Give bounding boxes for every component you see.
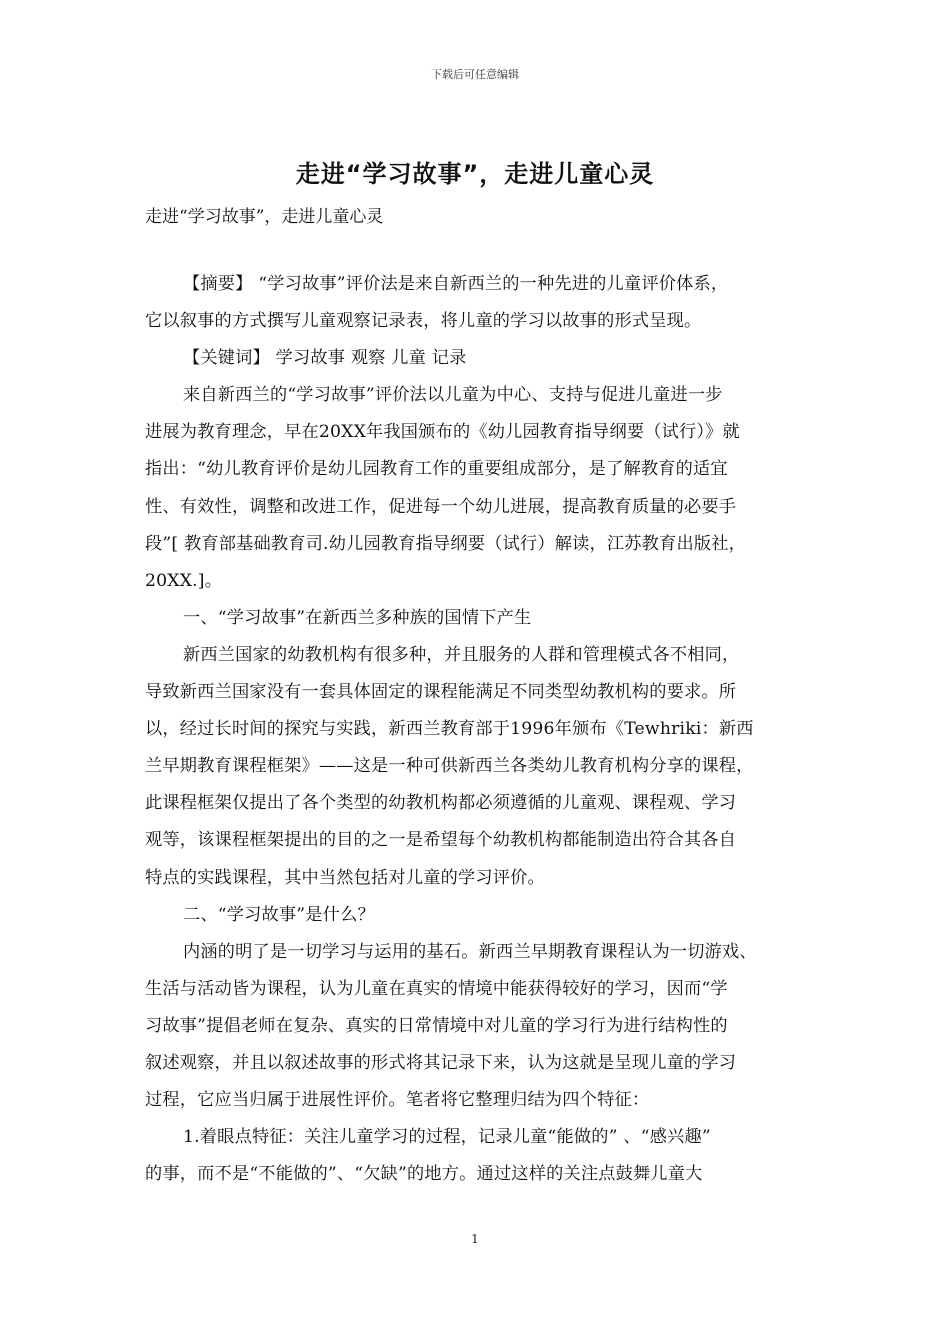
text-line: 20XX.]。 bbox=[145, 570, 223, 591]
text-line: 一、“学习故事”在新西兰多种族的国情下产生 bbox=[183, 607, 532, 628]
text-line: 内涵的明了是一切学习与运用的基石。新西兰早期教育课程认为一切游戏、 bbox=[183, 941, 757, 962]
text-line: 性、有效性，调整和改进工作，促进每一个幼儿进展，提高教育质量的必要手 bbox=[145, 496, 737, 517]
page-number: 1 bbox=[471, 1232, 479, 1246]
text-line: 过程，它应当归属于进展性评价。笔者将它整理归结为四个特征： bbox=[145, 1090, 650, 1111]
text-line: 导致新西兰国家没有一套具体固定的课程能满足不同类型幼教机构的要求。所 bbox=[145, 682, 737, 703]
text-line: 生活与活动皆为课程，认为儿童在真实的情境中能获得较好的学习，因而“学 bbox=[145, 978, 728, 999]
text-line: 兰早期教育课程框架》——这是一种可供新西兰各类幼儿教育机构分享的课程， bbox=[145, 756, 754, 777]
text-line: 【摘要】 “学习故事”评价法是来自新西兰的一种先进的儿童评价体系， bbox=[183, 274, 729, 294]
text-line: 来自新西兰的“学习故事”评价法以儿童为中心、支持与促进儿童进一步 bbox=[183, 385, 723, 406]
document-body bbox=[145, 266, 810, 1193]
text-line: 进展为教育理念，早在20XX年我国颁布的《幼儿园教育指导纲要（试行）》就 bbox=[145, 422, 740, 443]
header-note: 下载后可任意编辑 bbox=[431, 68, 519, 81]
text-line: 新西兰国家的幼教机构有很多种，并且服务的人群和管理模式各不相同， bbox=[183, 644, 740, 665]
text-line: 1.着眼点特征：关注儿童学习的过程，记录儿童“能做的” 、“感兴趣” bbox=[183, 1127, 711, 1148]
text-line: 的事，而不是“不能做的”、“欠缺”的地方。通过这样的关注点鼓舞儿童大 bbox=[145, 1164, 703, 1185]
text-line: 此课程框架仅提出了各个类型的幼教机构都必须遵循的儿童观、课程观、学习 bbox=[145, 793, 737, 814]
text-line: 它以叙事的方式撰写儿童观察记录表，将儿童的学习以故事的形式呈现。 bbox=[145, 311, 702, 332]
text-line: 叙述观察，并且以叙述故事的形式将其记录下来，认为这就是呈现儿童的学习 bbox=[145, 1052, 737, 1073]
text-line: 观等，该课程框架提出的目的之一是希望每个幼教机构都能制造出符合其各自 bbox=[145, 830, 737, 851]
text-line: 以，经过长时间的探究与实践，新西兰教育部于1996年颁布《Tewhriki：新西 bbox=[145, 719, 754, 740]
text-line: 指出：“幼儿教育评价是幼儿园教育工作的重要组成部分，是了解教育的适宜 bbox=[145, 459, 728, 480]
text-line: 二、“学习故事”是什么？ bbox=[183, 904, 375, 925]
text-line: 段”[ 教育部基础教育司.幼儿园教育指导纲要（试行）解读，江苏教育出版社， bbox=[145, 533, 747, 554]
document-title: 走进“学习故事”，走进儿童心灵 bbox=[295, 160, 655, 188]
text-line: 特点的实践课程，其中当然包括对儿童的学习评价。 bbox=[145, 867, 545, 888]
document-subtitle: 走进“学习故事”，走进儿童心灵 bbox=[145, 207, 384, 227]
text-line: 习故事”提倡老师在复杂、真实的日常情境中对儿童的学习行为进行结构性的 bbox=[145, 1015, 728, 1036]
text-line: 【关键词】 学习故事 观察 儿童 记录 bbox=[183, 348, 467, 369]
